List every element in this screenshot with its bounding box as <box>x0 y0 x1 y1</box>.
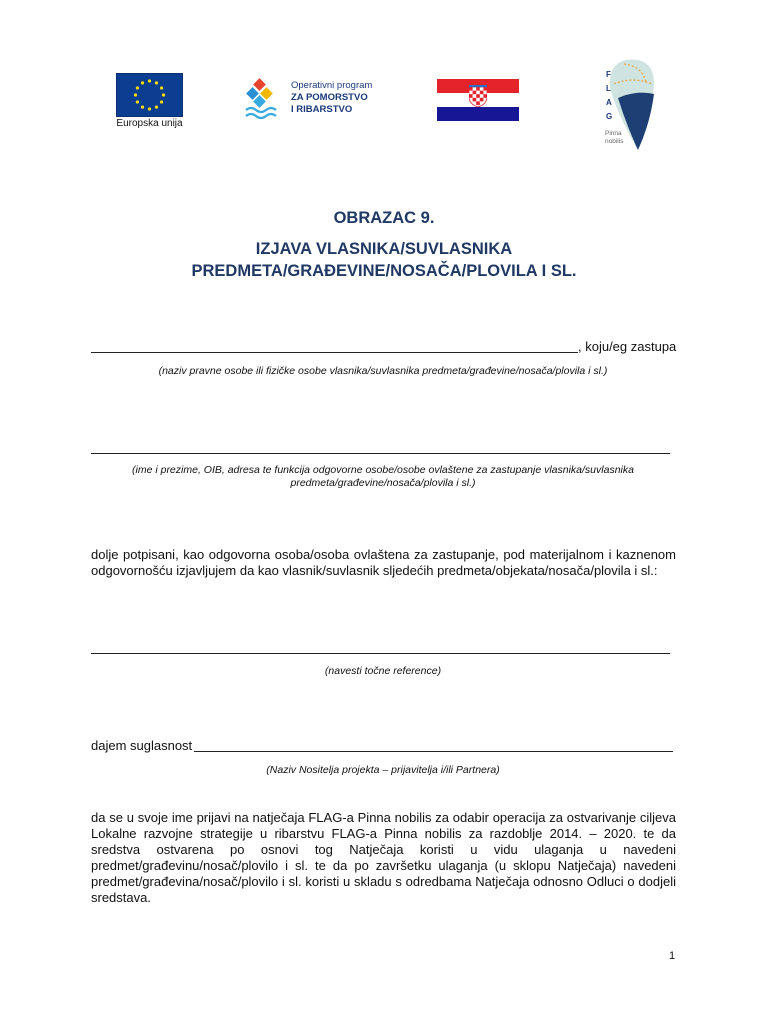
flag-letters <box>606 68 612 124</box>
owner-line-suffix: , koju/eg zastupa <box>578 339 677 354</box>
croatian-coat-of-arms-icon <box>469 85 487 107</box>
croatian-flag-icon <box>437 79 519 121</box>
flag-letter-a: A <box>606 98 612 107</box>
owner-name-blank-line[interactable] <box>91 352 578 353</box>
logo-bar <box>0 50 768 160</box>
flag-pinna-nobilis-logo <box>596 54 660 156</box>
page-number: 1 <box>669 950 676 962</box>
statement-paragraph: dolje potpisani, kao odgovorna osoba/osoba ovlaštena za zastupanje, pod materijalnom i kaznenom odgovornošću izjavljujem da kao vlasnik/suvlasnik sljedećih predmeta/objekata/nosača/plovila i sl.: <box>91 547 676 578</box>
flag-caption <box>605 130 623 146</box>
applicant-blank-line[interactable] <box>194 751 673 752</box>
opr-line-1: Operativni program <box>291 80 373 91</box>
eu-caption: Europska unija <box>116 118 183 129</box>
eu-logo <box>116 73 183 129</box>
closing-paragraph: da se u svoje ime prijavi na natječaja FLAG-a Pinna nobilis za odabir operacija za ostvarivanje ciljeva Lokalne razvojne strategije u ribarstvu FLAG-a Pinna nobilis za razdoblje 2014. – 2020. te da sredstva ostvarena po osnovi tog Natječaja koristi u vidu ulaganja u navedeni predmet/građevinu/nosač/plovilo i sl. te da po završetku ulaganja (u sklopu Natječaja) navedeni predmet/građevina/nosač/plovilo i sl. koristi u skladu s odredbama Natječaja odnosno Odluci o dodjeli sredstava. <box>91 810 676 905</box>
opr-line-3: I RIBARSTVO <box>291 104 353 115</box>
title-line-1: IZJAVA VLASNIKA/SUVLASNIKA <box>255 240 513 258</box>
flag-caption-1: Pinna <box>605 130 622 137</box>
opr-text <box>291 80 372 116</box>
representative-note <box>90 464 676 490</box>
opr-line-2: ZA POMORSTVO <box>291 92 368 103</box>
operational-programme-logo <box>245 78 375 124</box>
flag-letter-g: G <box>606 112 613 121</box>
representative-note-line-1: (ime i prezime, OIB, adresa te funkcija odgovorne osobe/osobe ovlaštene za zastupanje vlasnika/suvlasnika <box>132 464 634 476</box>
flag-letter-f: F <box>606 70 611 79</box>
form-number: OBRAZAC 9. <box>333 209 435 227</box>
eu-flag-icon <box>116 73 183 117</box>
applicant-note: (Naziv Nositelja projekta – prijavitelja i/ili Partnera) <box>266 764 500 776</box>
title-line-2: PREDMETA/GRAĐEVINE/NOSAČA/PLOVILA I SL. <box>191 262 577 280</box>
representative-blank-line[interactable] <box>91 453 670 454</box>
owner-name-note: (naziv pravne osobe ili fizičke osobe vlasnika/suvlasnika predmeta/građevine/nosača/plovila i sl.) <box>158 365 608 377</box>
references-blank-line[interactable] <box>91 653 670 654</box>
flag-letter-l: L <box>606 84 611 93</box>
opr-emblem-icon <box>245 78 291 124</box>
references-note: (navesti točne reference) <box>324 665 442 677</box>
consent-prefix: dajem suglasnost <box>91 738 193 753</box>
flag-caption-2: nobilis <box>605 138 624 145</box>
representative-note-line-2: predmeta/građevine/nosača/plovila i sl.) <box>290 477 476 489</box>
